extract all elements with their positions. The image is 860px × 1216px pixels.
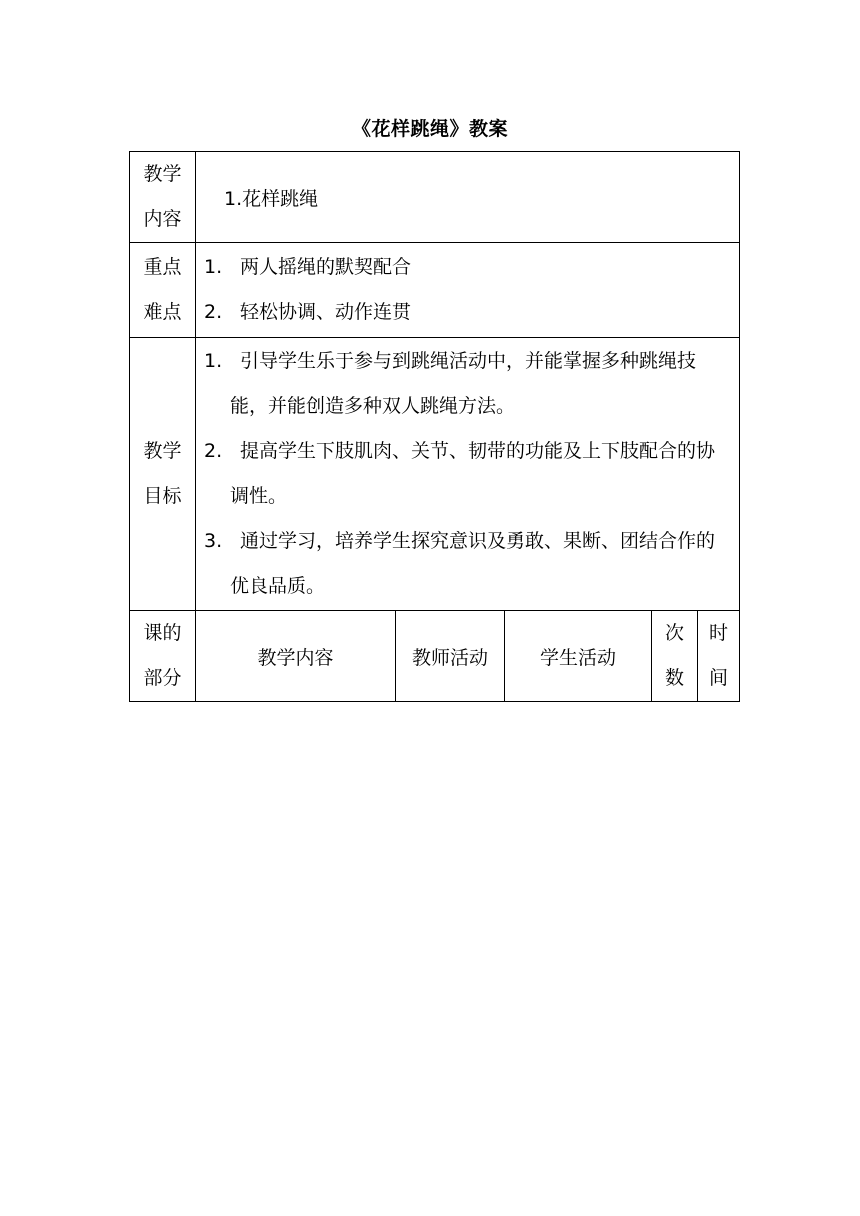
document-title: 《花样跳绳》教案 (351, 118, 508, 140)
lesson-plan-table (129, 151, 740, 702)
header-line: 部分 (143, 667, 182, 689)
label-line: 目标 (143, 485, 182, 507)
content-header: 教学内容 (196, 611, 396, 702)
label-line: 重点 (143, 256, 182, 278)
label-line: 难点 (143, 301, 182, 323)
label-line: 教学 (143, 440, 182, 462)
key-points-list (196, 245, 739, 335)
lesson-part-header (130, 611, 196, 702)
teaching-content-row (130, 152, 740, 243)
list-number: 1. (204, 256, 223, 278)
student-activity-header: 学生活动 (505, 611, 652, 702)
label-line: 教学 (143, 163, 182, 185)
label-line: 内容 (143, 208, 182, 230)
teaching-content-value: 1.花样跳绳 (196, 152, 740, 243)
key-points-label (130, 243, 196, 338)
list-item (204, 290, 729, 335)
list-number: 2. (204, 440, 223, 462)
teaching-goals-list (196, 339, 739, 609)
header-line: 间 (709, 667, 729, 689)
key-points-row (130, 243, 740, 338)
teacher-activity-header: 教师活动 (396, 611, 505, 702)
teaching-goals-row (130, 338, 740, 611)
list-item (204, 339, 729, 429)
lesson-structure-header-row (130, 611, 740, 702)
list-item (204, 245, 729, 290)
times-header (652, 611, 698, 702)
header-line: 数 (664, 667, 684, 689)
duration-header (698, 611, 740, 702)
list-item (204, 429, 729, 519)
list-text: 引导学生乐于参与到跳绳活动中，并能掌握多种跳绳技能，并能创造多种双人跳绳方法。 (230, 350, 697, 417)
teaching-content-label (130, 152, 196, 243)
header-line: 次 (664, 622, 684, 644)
list-text: 提高学生下肢肌肉、关节、韧带的功能及上下肢配合的协调性。 (230, 440, 716, 507)
teaching-goals-label (130, 338, 196, 611)
list-number: 3. (204, 530, 223, 552)
teaching-goals-value (196, 338, 740, 611)
list-text: 通过学习，培养学生探究意识及勇敢、果断、团结合作的优良品质。 (230, 530, 716, 597)
list-text: 轻松协调、动作连贯 (240, 301, 412, 323)
list-number: 1. (204, 350, 223, 372)
list-item (204, 519, 729, 609)
header-line: 时 (709, 622, 729, 644)
key-points-value (196, 243, 740, 338)
list-text: 两人摇绳的默契配合 (240, 256, 412, 278)
header-line: 课的 (143, 622, 182, 644)
list-number: 2. (204, 301, 223, 323)
